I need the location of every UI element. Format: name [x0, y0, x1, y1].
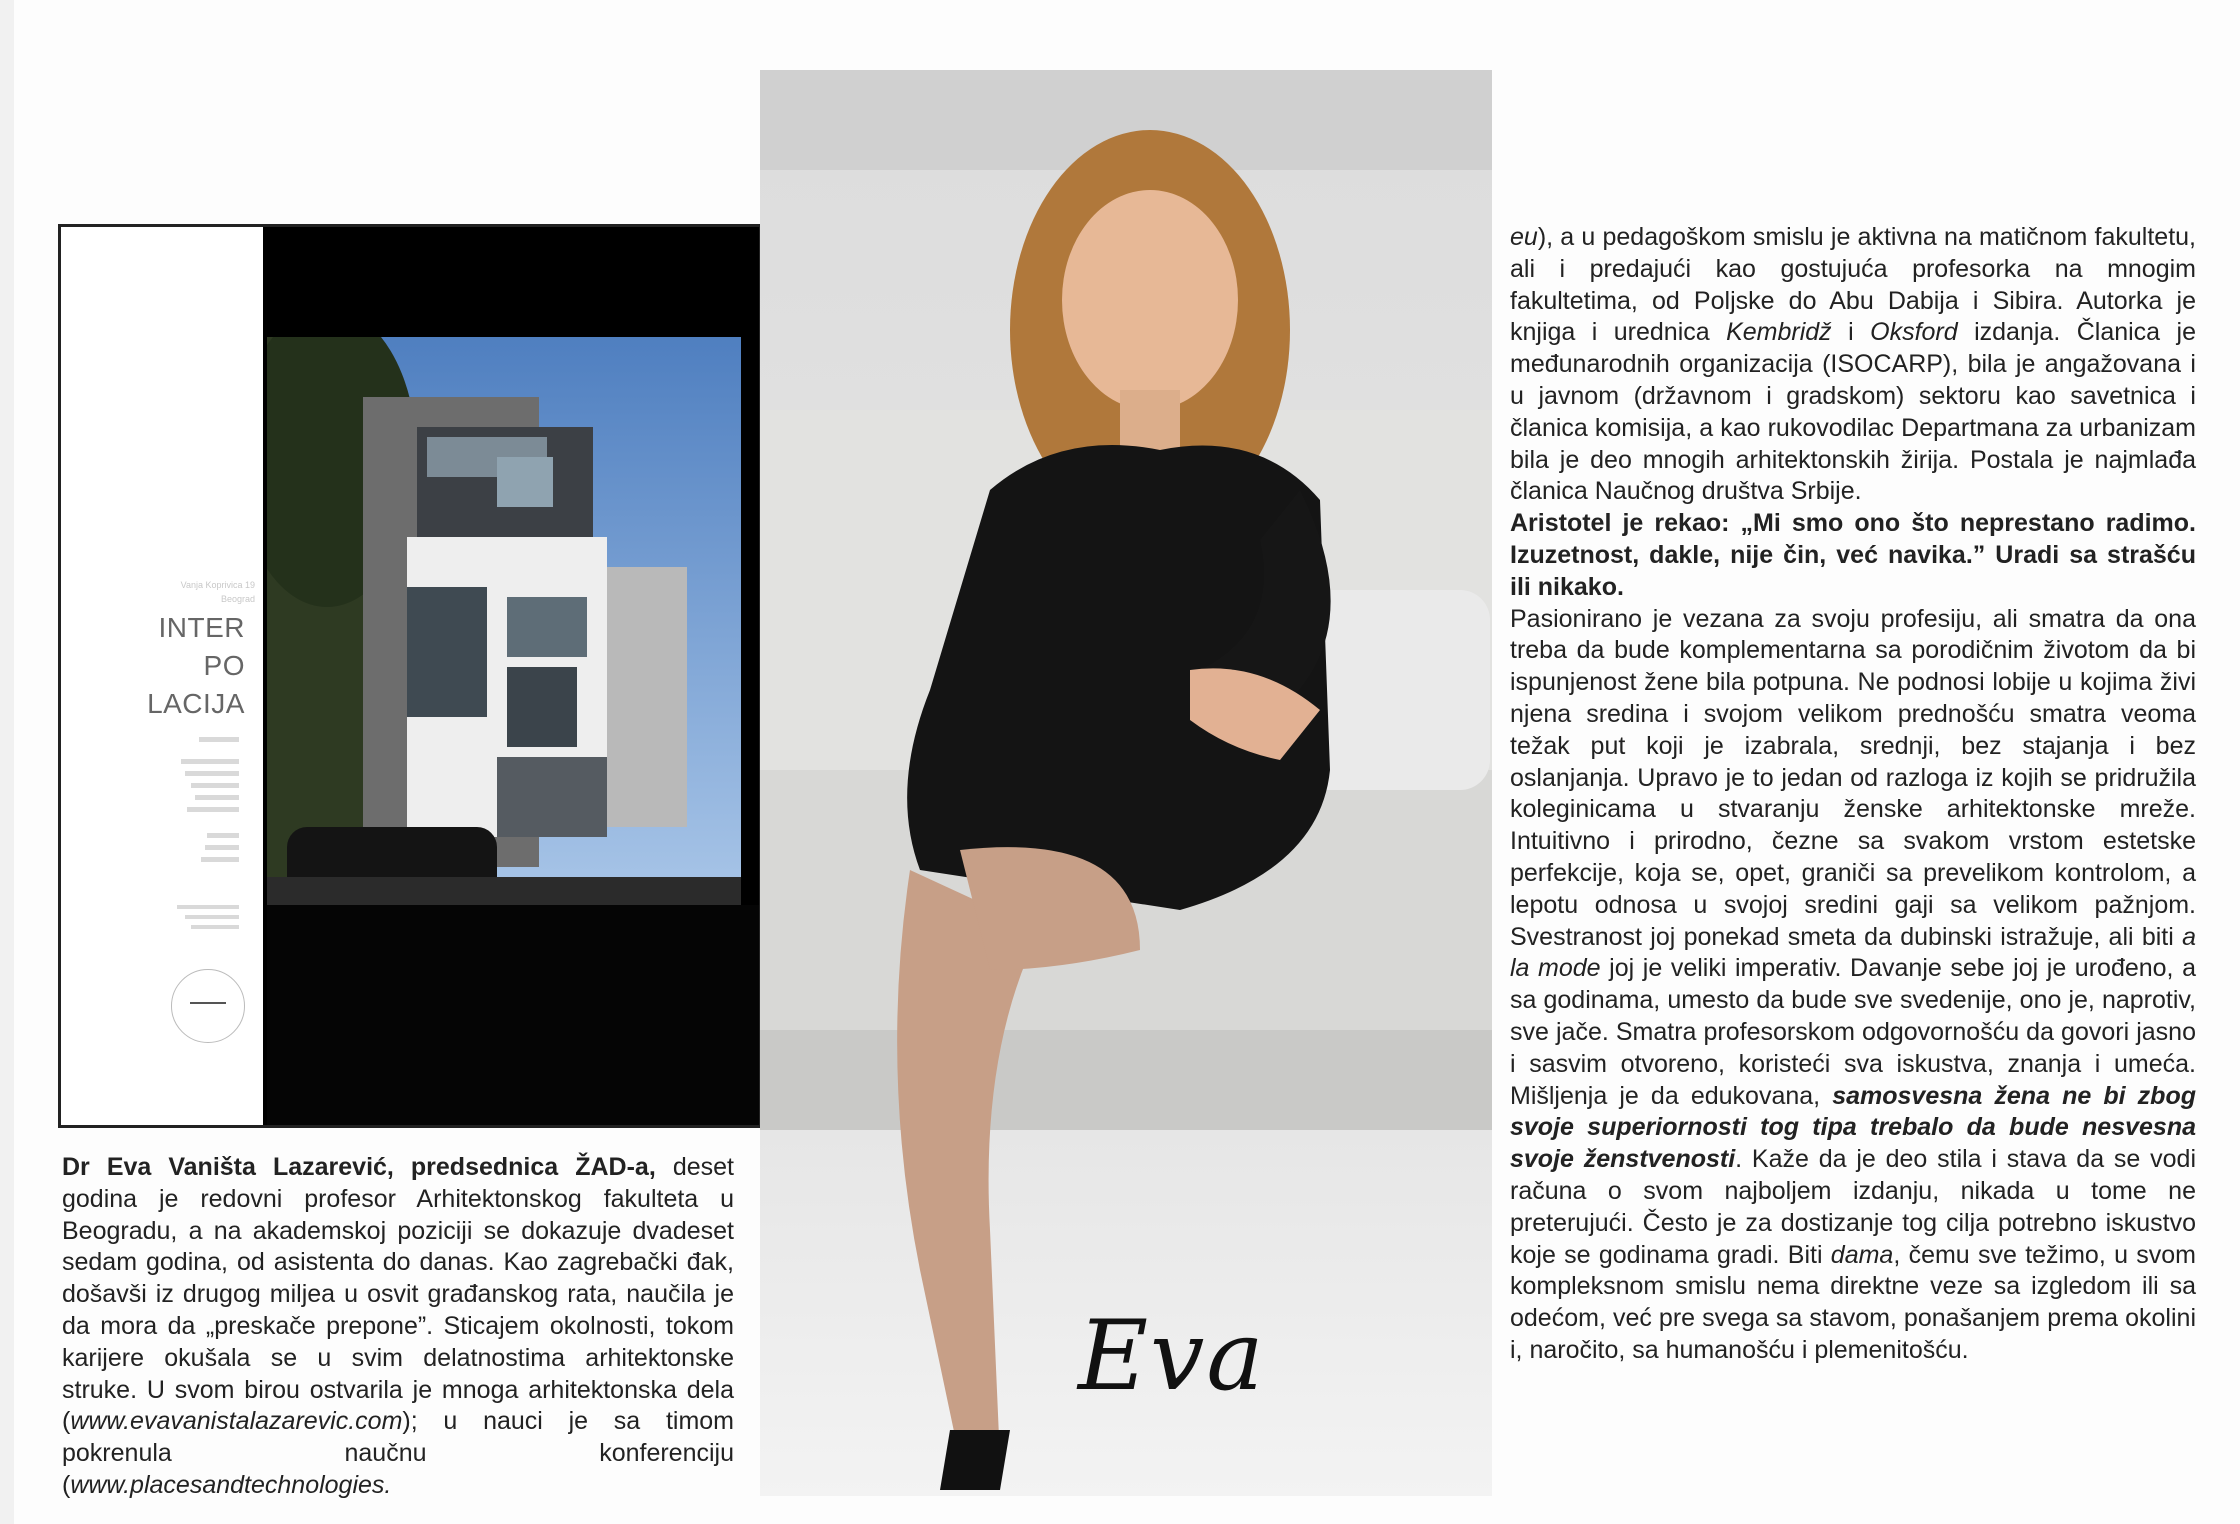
cover-black-panel — [267, 905, 759, 1125]
book-cover — [58, 224, 762, 1128]
page-edge — [0, 0, 14, 1524]
article-paragraph: eu), a u pedagoškom smislu je aktivna na matičnom fakultetu, ali i predajući kao gostujuća profesorka na mnogim fakultetima, od Poljske do Abu Dabija i Sibira. Autorka je knjiga i urednica Kembridž i Oksford izdanja. Članica je međunarodnih organizacija (ISOCARP), bila je angažovana i u javnom (državnom i gradskom) sektoru kao savetnica i članica komisija, a kao rukovodilac Departmana za urbanizam bila je deo mnogih arhitektonskih žirija. Postala je najmlađa članica Naučnog društva Srbije. — [1510, 223, 2196, 506]
signature-eva: Eva — [1078, 1300, 1266, 1412]
zad-logo — [171, 969, 245, 1043]
cover-white-strip — [61, 227, 263, 1125]
website-link[interactable]: www.evavanistalazarevic.com — [70, 1407, 403, 1436]
cover-fine-print — [121, 737, 251, 947]
article-column-left — [62, 1152, 734, 1502]
portrait-photo — [760, 70, 1492, 1496]
cover-title: INTER PO LACIJA — [147, 612, 245, 719]
article-column-right — [1510, 222, 2196, 1367]
cover-building-photo — [267, 337, 741, 905]
cover-address: Vanja Koprivica 19 — [180, 580, 255, 590]
conference-link[interactable]: www.placesandtechnologies. — [70, 1470, 392, 1499]
article-paragraph: Pasionirano je vezana za svoju profesiju, ali smatra da ona treba da bude komplementarna sa porodičnim životom da bi ispunjenost žene bila potpuna. Ne podnosi lobije u kojima živi njena sredina i svojom velikom prednošću smatra veoma težak put koji je izabrala, srednji, bez stajanja i bez oslanjanja. Upravo je to jedan od razloga iz kojih se pridružila koleginicama u stvaranju ženske arhitektonske mreže. Intuitivno i prirodno, čezne sa svakom vrstom estetske perfekcije, koja se, opet, graniči sa prevelikom kontrolom, a lepotu odnosa u svojoj sredini gaji sa velikom pažnjom. Svestranost joj ponekad smeta da dubinski istražuje, ali biti a la mode joj je veliki imperativ. Davanje sebe joj je urođeno, a sa godinama, umesto da bude sve svedenije, ono je, naprotiv, sve jače. Smatra profesorskom odgovornošću da govori jasno i sasvim otvoreno, koristeći sva iskustva, znanja i umeća. Mišljenja je da edukovana, samosvesna žena ne bi zbog svoje superiornosti tog tipa trebalo da bude nesvesna svoje ženstvenosti. Kaže da je deo stila i stava da se vodi računa o svom najboljem izdanju, nikada u tome ne preterujući. Često je za dostizanje tog cilja potrebno iskustvo koje se godinama gradi. Biti dama, čemu sve težimo, u svom kompleksnom smislu nema direktne veze sa izgledom ili sa odećom, već pre svega sa stavom, ponašanjem prema okolini i, naročito, sa humanošću i plemenitošću. — [1510, 604, 2196, 1364]
article-paragraph: Dr Eva Vaništa Lazarević, predsednica ŽAD-a, deset godina je redovni profesor Arhitektonskog fakulteta u Beogradu, a na akademskoj poziciji se dokazuje dvadeset sedam godina, od asistenta do danas. Kao zagrebački đak, došavši iz drugog miljea u osvit građanskog rata, naučila je da mora da „preskače prepone”. Sticajem okolnosti, tokom karijere okušala se u svim delatnostima arhitektonske struke. U svom birou ostvarila je mnoga arhitektonska dela (www.evavanistalazarevic.com); u nauci je sa timom pokrenula naučnu konferenciju (www.placesandtechnologies. — [62, 1153, 734, 1499]
quote-paragraph: Aristotel je rekao: „Mi smo ono što neprestano radimo. Izuzetnost, dakle, nije čin, već navika.” Uradi sa strašću ili nikako. — [1510, 509, 2196, 601]
cover-city: Beograd — [220, 594, 255, 604]
